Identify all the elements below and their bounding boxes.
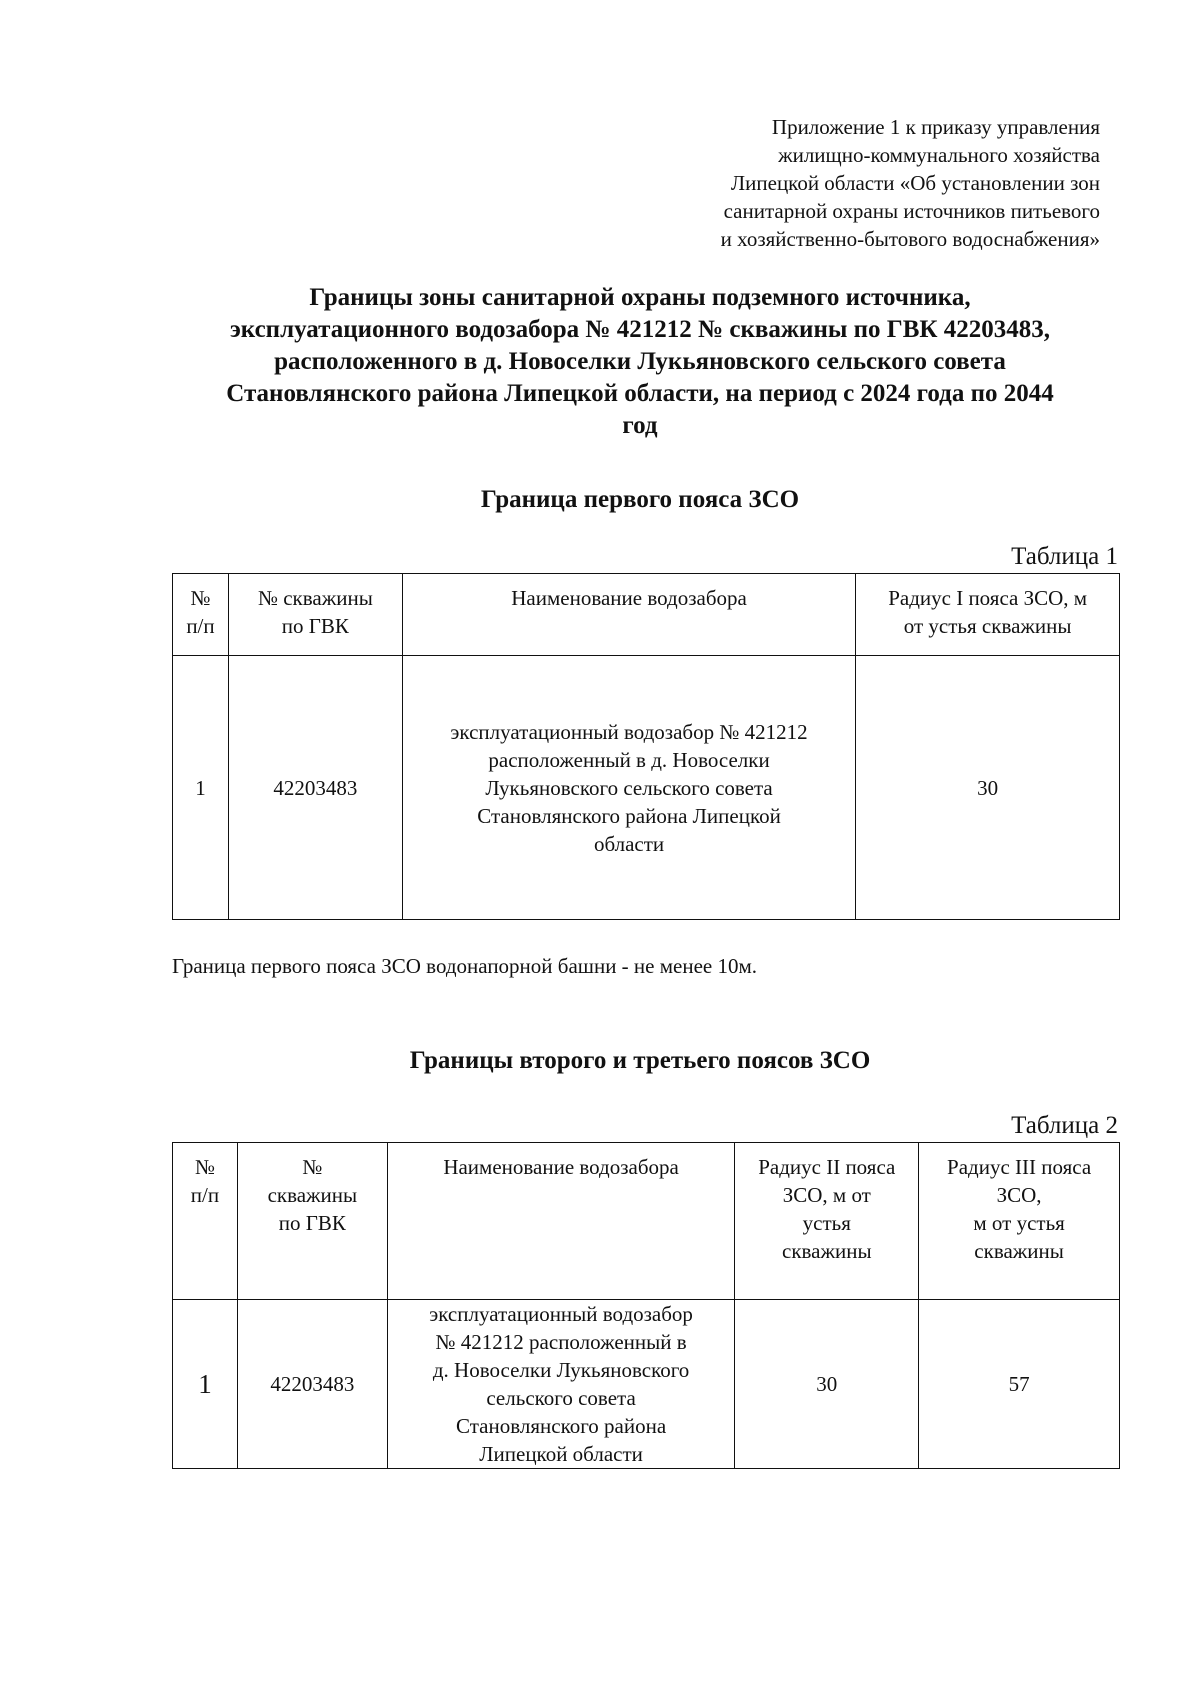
title-line: расположенного в д. Новоселки Лукьяновского сельского совета [274, 348, 1006, 375]
table2-cell-name: эксплуатационный водозабор № 421212 расположенный в д. Новоселки Лукьяновского сельского совета Становлянского района Липецкой области [387, 1300, 735, 1469]
table1-cell-well: 42203483 [228, 656, 402, 920]
table1-cell-radius: 30 [856, 656, 1120, 920]
table1 [172, 573, 1120, 920]
table2 [172, 1142, 1120, 1469]
approval-note [580, 113, 1100, 253]
approval-line: санитарной охраны источников питьевого [723, 199, 1100, 223]
table1-header-num: № п/п [173, 574, 229, 656]
table1-cell-num: 1 [173, 656, 229, 920]
section1-heading: Граница первого пояса ЗСО [480, 486, 800, 513]
table2-header-radius2: Радиус II пояса ЗСО, м от устья скважины [735, 1143, 919, 1300]
title-line: эксплуатационного водозабора № 421212 № скважины по ГВК 42203483, [229, 316, 1050, 343]
title-line: Границы зоны санитарной охраны подземного источника, [309, 284, 971, 311]
table1-cell-name: эксплуатационный водозабор № 421212 расположенный в д. Новоселки Лукьяновского сельского совета Становлянского района Липецкой области [402, 656, 855, 920]
approval-line: и хозяйственно-бытового водоснабжения» [720, 227, 1100, 251]
title-line: год [622, 412, 658, 439]
table2-cell-num: 1 [173, 1300, 238, 1469]
title-line: Становлянского района Липецкой области, на период с 2024 года по 2044 [226, 380, 1054, 407]
section2-heading: Границы второго и третьего поясов ЗСО [409, 1047, 871, 1074]
approval-line: жилищно-коммунального хозяйства [778, 143, 1100, 167]
table2-cell-radius3: 57 [919, 1300, 1120, 1469]
table2-header-num: № п/п [173, 1143, 238, 1300]
table2-header-name: Наименование водозабора [387, 1143, 735, 1300]
table2-header-row [173, 1143, 1120, 1300]
table2-header-radius3: Радиус III пояса ЗСО, м от устья скважины [919, 1143, 1120, 1300]
table-row [173, 1300, 1120, 1469]
table-row [173, 656, 1120, 920]
approval-line: Приложение 1 к приказу управления [771, 115, 1100, 139]
document-title [160, 282, 1120, 442]
table1-header-name: Наименование водозабора [402, 574, 855, 656]
section1-note: Граница первого пояса ЗСО водонапорной башни - не менее 10м. [172, 954, 758, 978]
table2-header-well: № скважины по ГВК [237, 1143, 387, 1300]
table2-cell-well: 42203483 [237, 1300, 387, 1469]
table1-header-row [173, 574, 1120, 656]
table1-caption: Таблица 1 [1011, 543, 1118, 570]
approval-line: Липецкой области «Об установлении зон [730, 171, 1100, 195]
table1-header-radius: Радиус I пояса ЗСО, м от устья скважины [856, 574, 1120, 656]
table1-header-well: № скважины по ГВК [228, 574, 402, 656]
table2-caption: Таблица 2 [1011, 1112, 1118, 1139]
table2-cell-radius2: 30 [735, 1300, 919, 1469]
